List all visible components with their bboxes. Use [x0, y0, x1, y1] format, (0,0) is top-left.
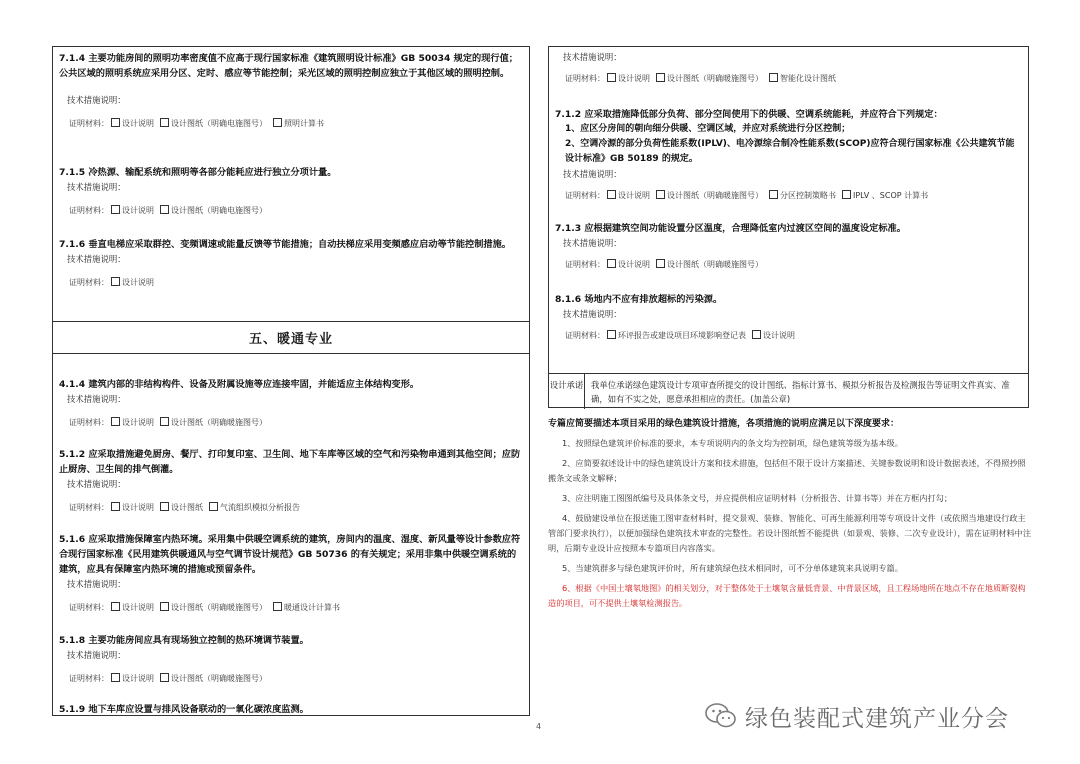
tech-measures-label: 技术措施说明：: [67, 650, 126, 660]
proof-materials: 证明材料： 设计说明 设计图纸（明确暖施图号） 分区控制策略书 IPLV 、SCOP 计算书: [565, 191, 929, 200]
checkbox[interactable]: [656, 190, 665, 199]
checkbox[interactable]: [752, 330, 761, 339]
clause-7-1-6: [53, 237, 529, 290]
clause-title: 4.1.4 建筑内部的非结构构件、设备及附属设施等应连接牢固，并能适应主体结构变形。: [59, 379, 420, 390]
clause-8-1-6: [549, 292, 1028, 343]
right-column-table: [548, 46, 1029, 408]
note-item-red: 6、根据《中国土壤氡地图》的相关划分，对于整体处于土壤氡含量低背景、中背景区域，且工程场地所在地点不存在地质断裂构造的项目，可不提供土壤氡检测报告。: [548, 583, 1026, 608]
checkbox[interactable]: [111, 602, 120, 611]
note-item: 2、应简要叙述设计中的绿色建筑设计方案和技术措施，包括但不限于设计方案描述、关键参数说明和设计数据表述，不得照抄照搬条文或条文解释；: [548, 458, 1026, 483]
checkbox[interactable]: [160, 502, 169, 511]
checkbox[interactable]: [842, 190, 851, 199]
checkbox[interactable]: [111, 118, 120, 127]
design-commitment: [549, 373, 1028, 409]
checkbox[interactable]: [111, 277, 120, 286]
clause-title: 7.1.2 应采取措施降低部分负荷、部分空间使用下的供暖、空调系统能耗，并应符合下列规定：: [555, 109, 943, 120]
continued-clause: [549, 50, 1028, 86]
divider: [53, 321, 529, 322]
checkbox[interactable]: [209, 502, 218, 511]
note-item: 1、按照绿色建筑评价标准的要求，本专项说明内的条文均为控制项，绿色建筑等级为基本级。: [562, 438, 903, 448]
proof-materials: 证明材料： 设计说明 设计图纸 气流组织模拟分析报告: [69, 503, 300, 512]
clause-title: 7.1.4 主要功能房间的照明功率密度值不应高于现行国家标准《建筑照明设计标准》GB 50034 规定的现行值；公共区域的照明系统应采用分区、定时、感应等节能控制；采光区域的照明控制应独立于其他区域的照明控制。: [59, 53, 518, 79]
tech-measures-label: 技术措施说明：: [67, 254, 126, 264]
checkbox[interactable]: [160, 205, 169, 214]
commitment-label: 设计承诺: [549, 374, 585, 409]
clause-7-1-5: [53, 165, 529, 218]
wechat-icon: [705, 702, 737, 730]
checkbox[interactable]: [160, 417, 169, 426]
page-number: 4: [536, 722, 542, 731]
checkbox[interactable]: [111, 502, 120, 511]
clause-title: 7.1.5 冷热源、输配系统和照明等各部分能耗应进行独立分项计量。: [59, 167, 337, 178]
notes-section: [548, 417, 1033, 611]
requirement-item: 2、空调冷源的部分负荷性能系数(IPLV)、电冷源综合制冷性能系数(SCOP)应符合现行国家标准《公共建筑节能设计标准》GB 50189 的规定。: [565, 139, 1015, 164]
checkbox[interactable]: [769, 73, 778, 82]
checkbox[interactable]: [160, 673, 169, 682]
watermark: [705, 698, 1009, 734]
tech-measures-label: 技术措施说明：: [67, 579, 126, 589]
divider: [53, 353, 529, 354]
clause-5-1-6: [53, 532, 529, 615]
checkbox[interactable]: [111, 417, 120, 426]
tech-measures-label: 技术措施说明：: [67, 182, 126, 192]
clause-7-1-4: [53, 51, 529, 131]
proof-materials: 证明材料： 设计说明 设计图纸（明确电施图号） 照明计算书: [69, 119, 324, 128]
checkbox[interactable]: [607, 330, 616, 339]
checkbox[interactable]: [160, 118, 169, 127]
tech-measures-label: 技术措施说明：: [563, 169, 622, 179]
clause-7-1-3: [549, 221, 1028, 272]
commitment-text: 我单位承诺绿色建筑设计专项审查所提交的设计图纸、指标计算书、模拟分析报告及检测报告等证明文件真实、准确，如有不实之处，愿意承担相应的责任。(加盖公章): [591, 380, 1010, 404]
clause-title: 7.1.6 垂直电梯应采取群控、变频调速或能量反馈等节能措施；自动扶梯应采用变频感应启动等节能控制措施。: [59, 239, 511, 250]
tech-measures-label: 技术措施说明：: [563, 309, 622, 319]
checkbox[interactable]: [769, 190, 778, 199]
note-item: 4、鼓励建设单位在报送施工图审查材料时，提交景观、装修、智能化、可再生能源利用等专项设计文件（或依照当地建设行政主管部门要求执行），以便加强绿色建筑技术审查的完整性。若设计图纸暂不能提供（如景观、装修、二次专业设计），需在证明材料中注明，后期专业设计应按照本专篇项目内容落实。: [548, 513, 1032, 553]
checkbox[interactable]: [273, 118, 282, 127]
proof-materials: 证明材料： 设计说明 设计图纸（明确暖施图号）: [69, 674, 267, 683]
note-item: 5、当建筑群多与绿色建筑评价时，所有建筑绿色技术相同时，可不分单体建筑来具说明专篇。: [562, 563, 903, 573]
clause-5-1-9: [53, 702, 529, 717]
notes-heading: 专篇应简要描述本项目采用的绿色建筑设计措施，各项措施的说明应满足以下深度要求：: [548, 419, 900, 429]
clause-title: 5.1.9 地下车库应设置与排风设备联动的一氧化碳浓度监测。: [59, 704, 309, 715]
note-item: 3、应注明施工图图纸编号及具体条文号，并应提供相应证明材料（分析报告、计算书等）并在方框内打勾；: [562, 493, 953, 503]
proof-materials: 证明材料： 设计说明 设计图纸（明确暖施图号）: [69, 418, 267, 427]
proof-materials: 证明材料： 设计说明 设计图纸（明确电施图号）: [69, 206, 267, 215]
tech-measures-label: 技术措施说明：: [67, 479, 126, 489]
checkbox[interactable]: [607, 259, 616, 268]
section-heading-hvac: 五、暖通专业: [248, 332, 333, 347]
tech-measures-label: 技术措施说明：: [563, 238, 622, 248]
tech-measures-label: 技术措施说明：: [563, 52, 622, 62]
tech-measures-label: 技术措施说明：: [67, 95, 126, 105]
proof-materials: 证明材料： 环评报告或建设项目环境影响登记表 设计说明: [565, 331, 795, 340]
clause-title: 7.1.3 应根据建筑空间功能设置分区温度，合理降低室内过渡区空间的温度设定标准。: [555, 223, 906, 234]
left-column-table: [52, 46, 530, 716]
proof-materials: 证明材料： 设计说明: [69, 278, 154, 287]
watermark-text: 绿色装配式建筑产业分会: [745, 705, 1009, 732]
checkbox[interactable]: [656, 73, 665, 82]
clause-4-1-4: [53, 377, 529, 430]
clause-title: 5.1.8 主要功能房间应具有现场独立控制的热环境调节装置。: [59, 635, 309, 646]
checkbox[interactable]: [607, 190, 616, 199]
proof-materials: 证明材料： 设计说明 设计图纸（明确暖施图号）: [565, 260, 763, 269]
clause-title: 5.1.6 应采取措施保障室内热环境。采用集中供暖空调系统的建筑，房间内的温度、湿度、新风量等设计参数应符合现行国家标准《民用建筑供暖通风与空气调节设计规范》GB 50736 的有关规定；采用非集中供暖空调系统的建筑，应具有保障室内热环境的措施或预留条件。: [59, 534, 521, 575]
clause-title: 5.1.2 应采取措施避免厨房、餐厅、打印复印室、卫生间、地下车库等区域的空气和污染物串通到其他空间；应防止厨房、卫生间的排气倒灌。: [59, 449, 521, 475]
checkbox[interactable]: [111, 205, 120, 214]
checkbox[interactable]: [111, 673, 120, 682]
clause-5-1-2: [53, 447, 529, 515]
checkbox[interactable]: [273, 602, 282, 611]
clause-7-1-2: [549, 107, 1028, 203]
requirement-item: 1、应区分房间的朝向细分供暖、空调区域，并应对系统进行分区控制；: [565, 124, 851, 134]
proof-materials: 证明材料： 设计说明 设计图纸（明确暖施图号） 智能化设计图纸: [565, 74, 836, 83]
checkbox[interactable]: [607, 73, 616, 82]
tech-measures-label: 技术措施说明：: [67, 394, 126, 404]
clause-title: 8.1.6 场地内不应有排放超标的污染源。: [555, 294, 723, 305]
clause-5-1-8: [53, 633, 529, 686]
checkbox[interactable]: [160, 602, 169, 611]
checkbox[interactable]: [656, 259, 665, 268]
proof-materials: 证明材料： 设计说明 设计图纸（明确暖施图号） 暖通设计计算书: [69, 603, 340, 612]
